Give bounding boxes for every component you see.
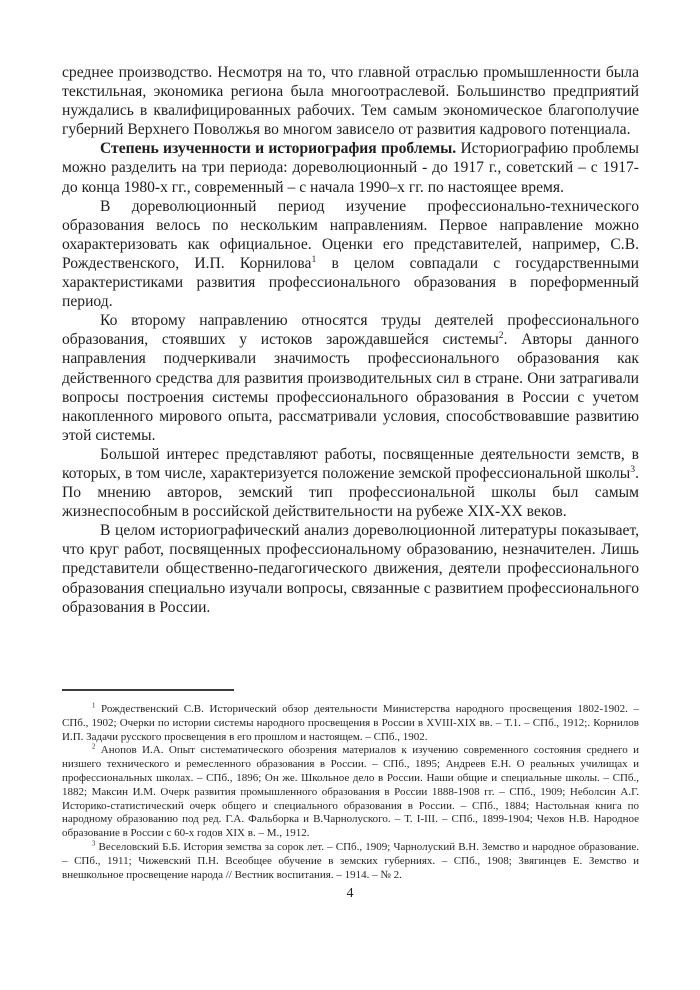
footnote-separator: [62, 689, 234, 691]
footnotes-section: [62, 703, 639, 882]
text-run: среднее производство. Несмотря на то, что главной отраслью промышленности была текстильная, экономика региона была многоотраслевой. Большинство предприятий нуждались в квалифицированных рабочих. Тем самым экономическое благополучие губерний Верхнего Поволжья во многом зависело от развития кадрового потенциала.: [62, 64, 639, 139]
text-run: в целом совпадали с государственными характеристиками развития профессионального образования в пореформенный период.: [62, 254, 640, 311]
footnote-marker: 2: [92, 743, 96, 751]
document-body: [62, 63, 639, 617]
footnote-entry: [62, 744, 639, 841]
footnote-text: Анопов И.А. Опыт систематического обозрения материалов к изучению современного состояния среднего и низшего технического и ремесленного образования в России. – СПб., 1895; Андреев Е.Н. О реальных училищах и профессиональных школах. – СПб., 1896; Он же. Школьное дело в России. Наши общие и специальные школы. – СПб., 1882; Максин И.М. Очерк развития промышленного образования в России 1888-1908 гг. – СПб., 1909; Неболсин А.Г. Историко-статистический очерк общего и специального образования в России. – СПб., 1884; Настольная книга по народному образованию под ред. Г.А. Фальборка и В.Чарнолуского. – Т. I-III. – СПб., 1899-1904; Чехов Н.В. Народное образование в России с 60-х годов XIX в. – М., 1912.: [62, 744, 639, 840]
body-paragraph: [62, 521, 639, 616]
text-run: . Авторы данного направления подчеркивали значимость профессионального образования как действенного средства для развития производительных сил в стране. Они затрагивали вопросы построения системы профессионального образования в России с учетом накопленного мирового опыта, рассматривали условия, способствовавшие развитию этой системы.: [62, 331, 639, 444]
footnote-marker: 1: [92, 702, 96, 710]
bold-heading-run: Степень изученности и историография проблемы.: [100, 140, 457, 158]
footnote-entry: [62, 703, 639, 744]
text-run: В целом историографический анализ дореволюционной литературы показывает, что круг работ, посвященных профессиональному образованию, незначителен. Лишь представители общественно-педагогического движения, деятели профессионального образования специально изучали вопросы, связанные с развитием профессионального образования в России.: [62, 522, 639, 616]
body-paragraph: [62, 311, 639, 445]
footnote-reference: 1: [311, 253, 317, 265]
text-run: . По мнению авторов, земский тип профессиональной школы был самым жизнеспособным в российской действительности на рубеже XIX-XX веков.: [62, 464, 639, 521]
footnote-marker: 3: [92, 840, 96, 848]
footnote-reference: 3: [630, 463, 636, 475]
footnote-reference: 2: [498, 330, 504, 342]
page-number: 4: [346, 886, 354, 901]
body-paragraph: [62, 63, 639, 139]
text-run: Ко второму направлению относятся труды деятелей профессионального образования, стоявших у истоков зарождавшейся системы: [62, 312, 639, 349]
body-paragraph: [62, 197, 639, 312]
body-paragraph: [62, 445, 639, 521]
body-paragraph: [62, 139, 639, 196]
footnote-entry: [62, 841, 639, 882]
text-run: Историографию проблемы можно разделить на три периода: дореволюционный - до 1917 г., советский – с 1917- до конца 1980-х гг., современный – с начала 1990–х гг. по настоящее время.: [62, 140, 639, 196]
text-run: В дореволюционный период изучение профессионально-технического образования велось по нескольким направлениям. Первое направление можно охарактеризовать как официальное. Оценки его представителей, например, С.В. Рождественского, И.П. Корнилова: [62, 197, 639, 272]
footnote-text: Рождественский С.В. Исторический обзор деятельности Министерства народного просвещения 1802-1902. – СПб., 1902; Очерки по истории системы народного просвещения в России в XVIII-XIX вв. – Т.1. – СПб., 1912;. Корнилов И.П. Задачи русского просвещения в его прошлом и настоящем. – СПб., 1902.: [62, 703, 639, 743]
footnote-text: Веселовский Б.Б. История земства за сорок лет. – СПб., 1909; Чарнолуский В.Н. Земство и народное образование. – СПб., 1911; Чижевский П.Н. Всеобщее обучение в земских губерниях. – СПб., 1908; Звягинцев Е. Земство и внешкольное просвещение народа // Вестник воспитания. – 1914. – № 2.: [62, 840, 639, 881]
text-run: Большой интерес представляют работы, посвященные деятельности земств, в которых, в том числе, характеризуется положение земской профессиональной школы: [62, 445, 639, 482]
